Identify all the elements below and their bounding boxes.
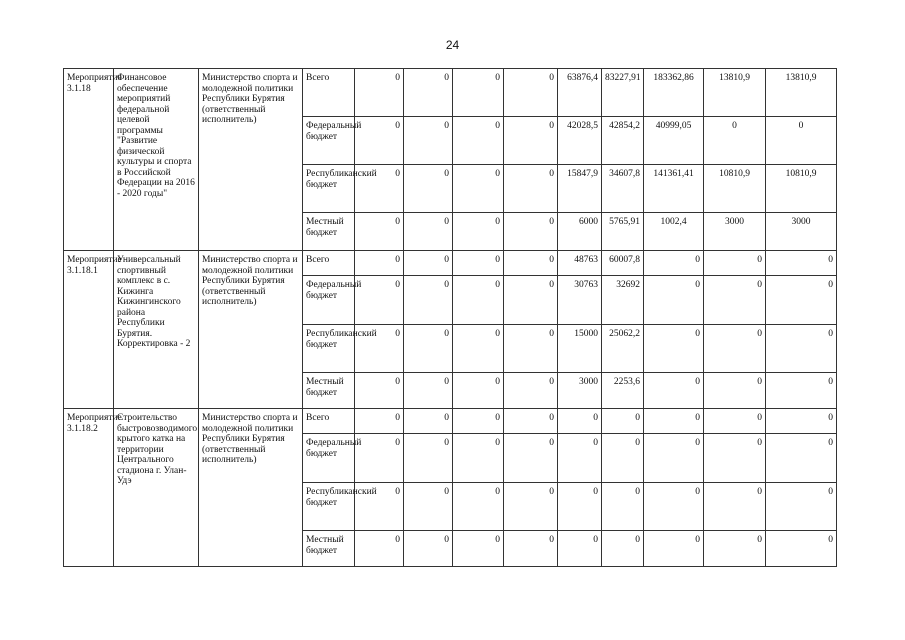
value-cell: 0 — [704, 409, 766, 434]
value-cell: 0 — [704, 483, 766, 531]
value-cell: 0 — [504, 213, 558, 251]
value-cell: 0 — [504, 276, 558, 325]
funding-source: Республиканский бюджет — [303, 165, 355, 213]
value-cell: 0 — [766, 483, 837, 531]
value-cell: 0 — [504, 251, 558, 276]
value-cell: 40999,05 — [644, 117, 704, 165]
value-cell: 0 — [404, 251, 453, 276]
value-cell: 0 — [355, 409, 404, 434]
value-cell: 0 — [404, 483, 453, 531]
value-cell: 34607,8 — [602, 165, 644, 213]
value-cell: 0 — [766, 409, 837, 434]
funding-source: Всего — [303, 69, 355, 117]
value-cell: 0 — [453, 531, 504, 567]
value-cell: 0 — [504, 325, 558, 373]
value-cell: 0 — [453, 325, 504, 373]
value-cell: 0 — [766, 276, 837, 325]
value-cell: 0 — [355, 165, 404, 213]
value-cell: 0 — [453, 483, 504, 531]
value-cell: 0 — [404, 409, 453, 434]
section-name: Универсальный спортивный комплекс в с. Кижинга Кижингинского района Республики Бурятия. Корректировка - 2 — [114, 251, 199, 409]
value-cell: 6000 — [558, 213, 602, 251]
value-cell: 63876,4 — [558, 69, 602, 117]
section-executor: Министерство спорта и молодежной политики Республики Бурятия (ответственный исполнитель) — [199, 251, 303, 409]
value-cell: 3000 — [704, 213, 766, 251]
funding-source: Федеральный бюджет — [303, 434, 355, 483]
value-cell: 0 — [453, 69, 504, 117]
value-cell: 48763 — [558, 251, 602, 276]
budget-table — [63, 68, 837, 567]
value-cell: 0 — [766, 117, 837, 165]
value-cell: 0 — [355, 531, 404, 567]
value-cell: 60007,8 — [602, 251, 644, 276]
table-row — [64, 251, 837, 276]
page-number: 24 — [445, 38, 460, 52]
value-cell: 0 — [453, 434, 504, 483]
value-cell: 0 — [766, 434, 837, 483]
value-cell: 0 — [644, 325, 704, 373]
value-cell: 0 — [404, 434, 453, 483]
funding-source: Федеральный бюджет — [303, 117, 355, 165]
value-cell: 0 — [704, 531, 766, 567]
value-cell: 0 — [355, 434, 404, 483]
value-cell: 0 — [504, 434, 558, 483]
value-cell: 0 — [453, 213, 504, 251]
value-cell: 30763 — [558, 276, 602, 325]
value-cell: 0 — [602, 409, 644, 434]
funding-source: Всего — [303, 409, 355, 434]
value-cell: 0 — [404, 117, 453, 165]
value-cell: 0 — [704, 325, 766, 373]
value-cell: 0 — [558, 483, 602, 531]
section-executor: Министерство спорта и молодежной политики Республики Бурятия (ответственный исполнитель) — [199, 69, 303, 251]
funding-source: Местный бюджет — [303, 213, 355, 251]
value-cell: 0 — [766, 251, 837, 276]
value-cell: 183362,86 — [644, 69, 704, 117]
value-cell: 42854,2 — [602, 117, 644, 165]
value-cell: 0 — [404, 69, 453, 117]
value-cell: 10810,9 — [766, 165, 837, 213]
table-row — [64, 69, 837, 117]
value-cell: 0 — [558, 409, 602, 434]
value-cell: 0 — [504, 409, 558, 434]
value-cell: 0 — [355, 69, 404, 117]
value-cell: 0 — [766, 325, 837, 373]
value-cell: 0 — [602, 531, 644, 567]
value-cell: 13810,9 — [704, 69, 766, 117]
value-cell: 0 — [504, 531, 558, 567]
value-cell: 0 — [644, 373, 704, 409]
value-cell: 0 — [704, 434, 766, 483]
value-cell: 25062,2 — [602, 325, 644, 373]
value-cell: 0 — [355, 276, 404, 325]
value-cell: 0 — [504, 69, 558, 117]
funding-source: Республиканский бюджет — [303, 325, 355, 373]
value-cell: 0 — [704, 276, 766, 325]
value-cell: 0 — [453, 276, 504, 325]
value-cell: 83227,91 — [602, 69, 644, 117]
value-cell: 0 — [404, 165, 453, 213]
funding-source: Местный бюджет — [303, 373, 355, 409]
value-cell: 0 — [404, 276, 453, 325]
value-cell: 10810,9 — [704, 165, 766, 213]
value-cell: 0 — [504, 483, 558, 531]
value-cell: 2253,6 — [602, 373, 644, 409]
value-cell: 42028,5 — [558, 117, 602, 165]
funding-source: Местный бюджет — [303, 531, 355, 567]
value-cell: 0 — [355, 483, 404, 531]
section-code: Мероприятие 3.1.18.1 — [64, 251, 114, 409]
value-cell: 32692 — [602, 276, 644, 325]
value-cell: 0 — [504, 165, 558, 213]
value-cell: 5765,91 — [602, 213, 644, 251]
value-cell: 0 — [504, 117, 558, 165]
value-cell: 0 — [453, 117, 504, 165]
value-cell: 15847,9 — [558, 165, 602, 213]
section-executor: Министерство спорта и молодежной политики Республики Бурятия (ответственный исполнитель) — [199, 409, 303, 567]
value-cell: 15000 — [558, 325, 602, 373]
value-cell: 0 — [602, 434, 644, 483]
funding-source: Республиканский бюджет — [303, 483, 355, 531]
value-cell: 0 — [644, 483, 704, 531]
value-cell: 0 — [404, 531, 453, 567]
funding-source: Федеральный бюджет — [303, 276, 355, 325]
value-cell: 0 — [453, 409, 504, 434]
value-cell: 0 — [704, 251, 766, 276]
value-cell: 0 — [355, 325, 404, 373]
section-code: Мероприятие 3.1.18 — [64, 69, 114, 251]
value-cell: 0 — [355, 213, 404, 251]
value-cell: 0 — [644, 434, 704, 483]
value-cell: 0 — [453, 373, 504, 409]
table-row — [64, 409, 837, 434]
value-cell: 0 — [644, 276, 704, 325]
value-cell: 0 — [404, 325, 453, 373]
value-cell: 0 — [766, 531, 837, 567]
value-cell: 13810,9 — [766, 69, 837, 117]
value-cell: 0 — [404, 373, 453, 409]
value-cell: 0 — [602, 483, 644, 531]
value-cell: 1002,4 — [644, 213, 704, 251]
value-cell: 0 — [644, 409, 704, 434]
value-cell: 141361,41 — [644, 165, 704, 213]
value-cell: 0 — [704, 373, 766, 409]
value-cell: 3000 — [766, 213, 837, 251]
value-cell: 0 — [644, 531, 704, 567]
value-cell: 0 — [355, 251, 404, 276]
value-cell: 0 — [558, 434, 602, 483]
value-cell: 0 — [704, 117, 766, 165]
section-name: Финансовое обеспечение мероприятий федеральной целевой программы "Развитие физической культуры и спорта в Российской Федерации на 2016 - 2020 годы" — [114, 69, 199, 251]
value-cell: 0 — [404, 213, 453, 251]
section-code: Мероприятие 3.1.18.2 — [64, 409, 114, 567]
value-cell: 0 — [504, 373, 558, 409]
value-cell: 0 — [766, 373, 837, 409]
value-cell: 0 — [355, 373, 404, 409]
value-cell: 0 — [558, 531, 602, 567]
value-cell: 3000 — [558, 373, 602, 409]
value-cell: 0 — [453, 251, 504, 276]
section-name: Строительство быстровозводимого крытого катка на территории Центрального стадиона г. Улан-Удэ — [114, 409, 199, 567]
value-cell: 0 — [355, 117, 404, 165]
value-cell: 0 — [453, 165, 504, 213]
funding-source: Всего — [303, 251, 355, 276]
value-cell: 0 — [644, 251, 704, 276]
